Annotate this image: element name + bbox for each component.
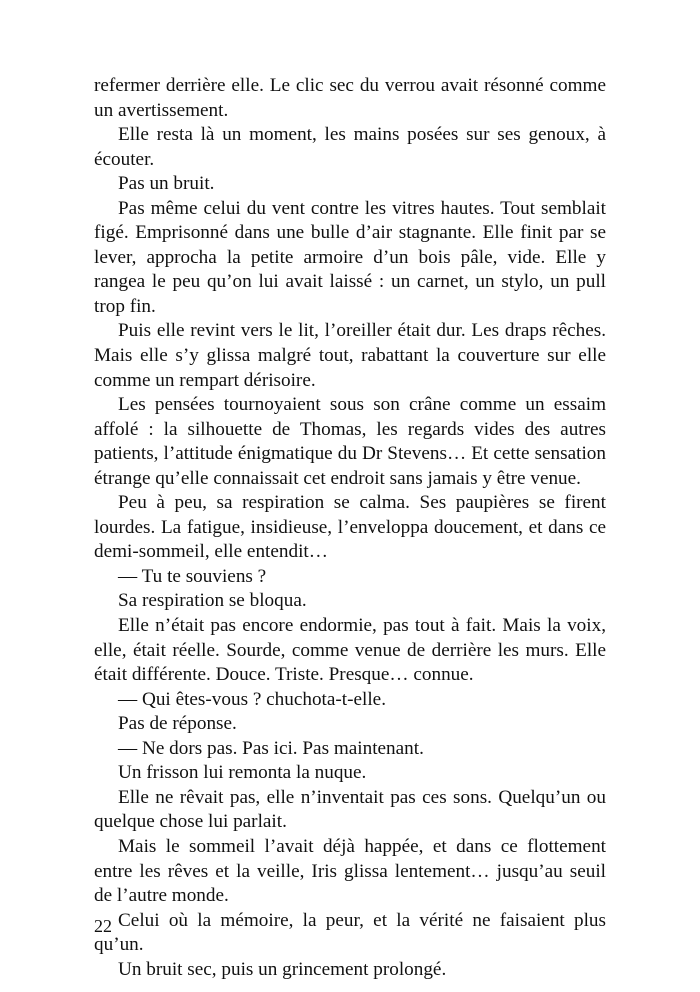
paragraph: Elle resta là un moment, les mains posées sur ses genoux, à écouter.	[94, 124, 606, 170]
paragraph: Pas même celui du vent contre les vitres hautes. Tout semblait figé. Emprisonné dans une bulle d’air stagnante. Elle finit par se lever, approcha la petite armoire d’un bois pâle, vide. Elle y rangea le peu qu’on lui avait laissé : un carnet, un stylo, un pull trop fin.	[94, 197, 606, 317]
paragraph: Un bruit sec, puis un grincement prolongé.	[118, 958, 447, 980]
dialogue-line: — Tu te souviens ?	[118, 565, 267, 587]
paragraph: Peu à peu, sa respiration se calma. Ses paupières se firent lourdes. La fatigue, insidieuse, l’enveloppa doucement, et dans ce demi-sommeil, elle entendit…	[94, 492, 606, 563]
dialogue-line: — Ne dors pas. Pas ici. Pas maintenant.	[118, 737, 424, 759]
page-number: 22	[94, 916, 112, 936]
body-text	[94, 74, 606, 982]
paragraph: Pas un bruit.	[118, 173, 215, 195]
paragraph: Un frisson lui remonta la nuque.	[118, 762, 367, 784]
page-body	[94, 74, 606, 982]
paragraph: Mais le sommeil l’avait déjà happée, et dans ce flottement entre les rêves et la veille, Iris glissa lentement… jusqu’au seuil de l’autre monde.	[94, 835, 606, 907]
paragraph: Puis elle revint vers le lit, l’oreiller était dur. Les draps rêches. Mais elle s’y glissa malgré tout, rabattant la couverture sur elle comme un rempart dérisoire.	[94, 320, 606, 391]
paragraph: Celui où la mémoire, la peur, et la vérité ne faisaient plus qu’un.	[94, 909, 606, 956]
paragraph: Les pensées tournoyaient sous son crâne comme un essaim affolé : la silhouette de Thomas, les regards vides des autres patients, l’attitude énigmatique du Dr Stevens… Et cette sensation étrange qu’elle connaissait cet endroit sans jamais y être venue.	[94, 394, 606, 489]
paragraph: Elle ne rêvait pas, elle n’inventait pas ces sons. Quelqu’un ou quelque chose lui parlait.	[94, 786, 606, 833]
paragraph: Elle n’était pas encore endormie, pas tout à fait. Mais la voix, elle, était réelle. Sourde, comme venue de derrière les murs. Elle était différente. Douce. Triste. Presque… connue.	[94, 615, 606, 686]
dialogue-line: — Qui êtes-vous ? chuchota-t-elle.	[118, 688, 386, 710]
paragraph: refermer derrière elle. Le clic sec du verrou avait résonné comme un avertissement.	[94, 75, 606, 121]
paragraph: Pas de réponse.	[118, 713, 237, 735]
paragraph: Sa respiration se bloqua.	[118, 590, 307, 612]
